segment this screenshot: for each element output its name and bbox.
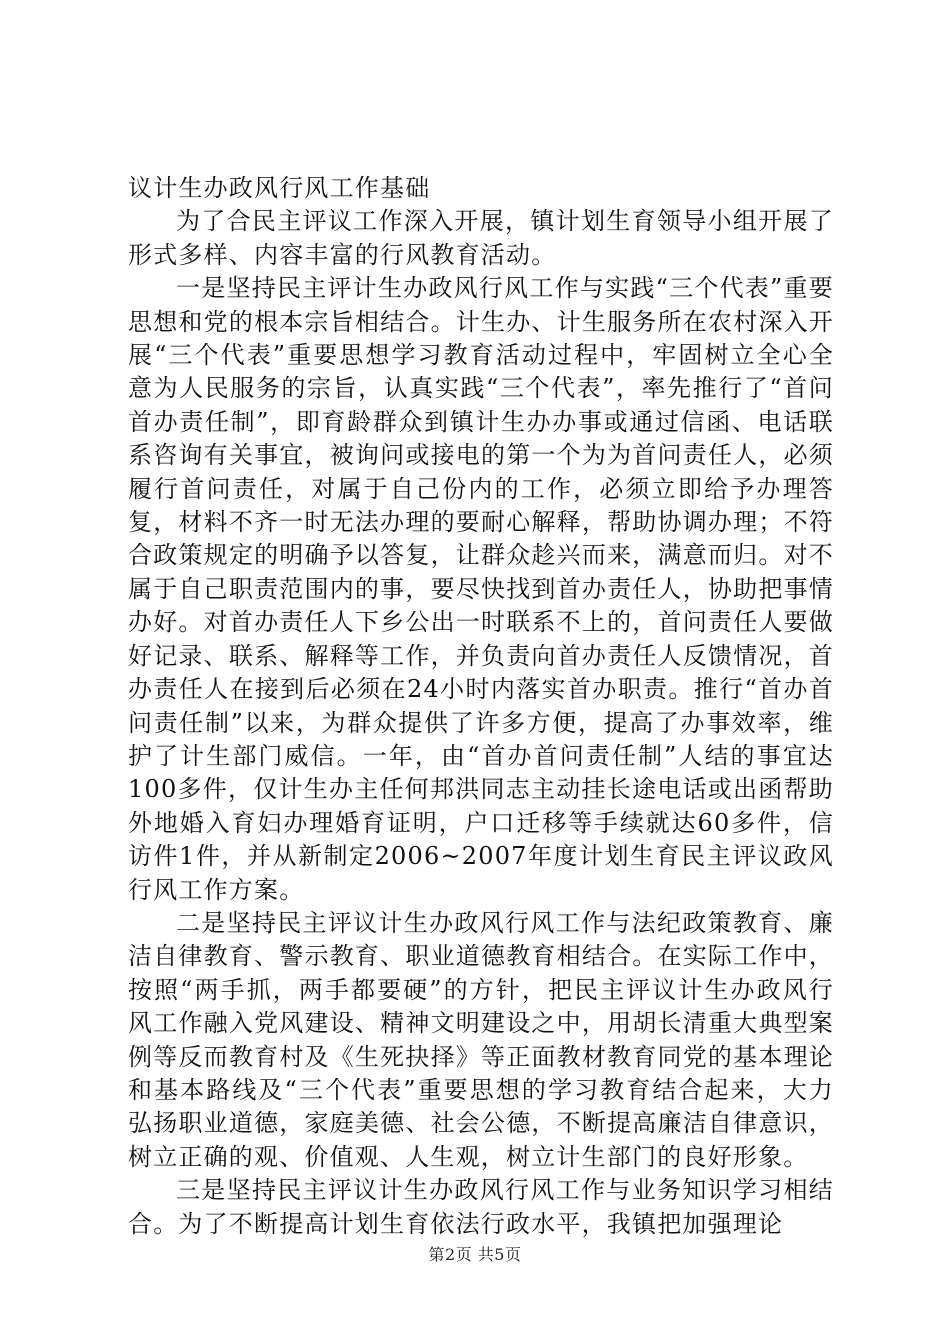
page-number-footer: 第2页 共5页	[428, 1245, 522, 1264]
paragraph-point-two: 二是坚持民主评议计生办政风行风工作与法纪政策教育、廉洁自律教育、警示教育、职业道德教育相结合。在实际工作中，按照“两手抓，两手都要硬”的方针，把民主评议计生办政风行风工作融入党风建设、精神文明建设之中，用胡长清重大典型案例等反而教育村及《生死抉择》等正面教材教育同党的基本理论和基本路线及“三个代表”重要思想的学习教育结合起来，大力弘扬职业道德，家庭美德、社会公德，不断提高廉洁自律意识，树立正确的观、价值观、人生观，树立计生部门的良好形象。	[128, 908, 834, 1171]
paragraph-point-three: 三是坚持民主评议计生办政风行风工作与业务知识学习相结合。为了不断提高计划生育依法行政水平，我镇把加强理论	[128, 1176, 834, 1238]
paragraph-point-one: 一是坚持民主评计生办政风行风工作与实践“三个代表”重要思想和党的根本宗旨相结合。计生办、计生服务所在农村深入开展“三个代表”重要思想学习教育活动过程中，牢固树立全心全意为人民服务的宗旨，认真实践“三个代表”，率先推行了“首问首办责任制”，即育龄群众到镇计生办办事或通过信函、电话联系咨询有关事宜，被询问或接电的第一个为为首问责任人，必须履行首问责任，对属于自己份内的工作，必须立即给予办理答复，材料不齐一时无法办理的要耐心解释，帮助协调办理；不符合政策规定的明确予以答复，让群众趁兴而来，满意而归。对不属于自己职责范围内的事，要尽快找到首办责任人，协助把事情办好。对首办责任人下乡公出一时联系不上的，首问责任人要做好记录、联系、解释等工作，并负责向首办责任人反馈情况，首办责任人在接到后必须在24小时内落实首办职责。推行“首办首问责任制”以来，为群众提供了许多方便，提高了办事效率，维护了计生部门威信。一年，由“首办首问责任制”人结的事宜达100多件，仅计生办主任何邦洪同志主动挂长途电话或出函帮助外地婚入育妇办理婚育证明，户口迁移等手续就达60多件，信访件1件，并从新制定2006~2007年度计划生育民主评议政风行风工作方案。	[128, 274, 834, 904]
document-body	[128, 172, 834, 1241]
paragraph-heading-fragment: 议计生办政风行风工作基础	[128, 174, 431, 202]
paragraph-intro: 为了合民主评议工作深入开展，镇计划生育领导小组开展了形式多样、内容丰富的行风教育活动。	[128, 207, 834, 269]
